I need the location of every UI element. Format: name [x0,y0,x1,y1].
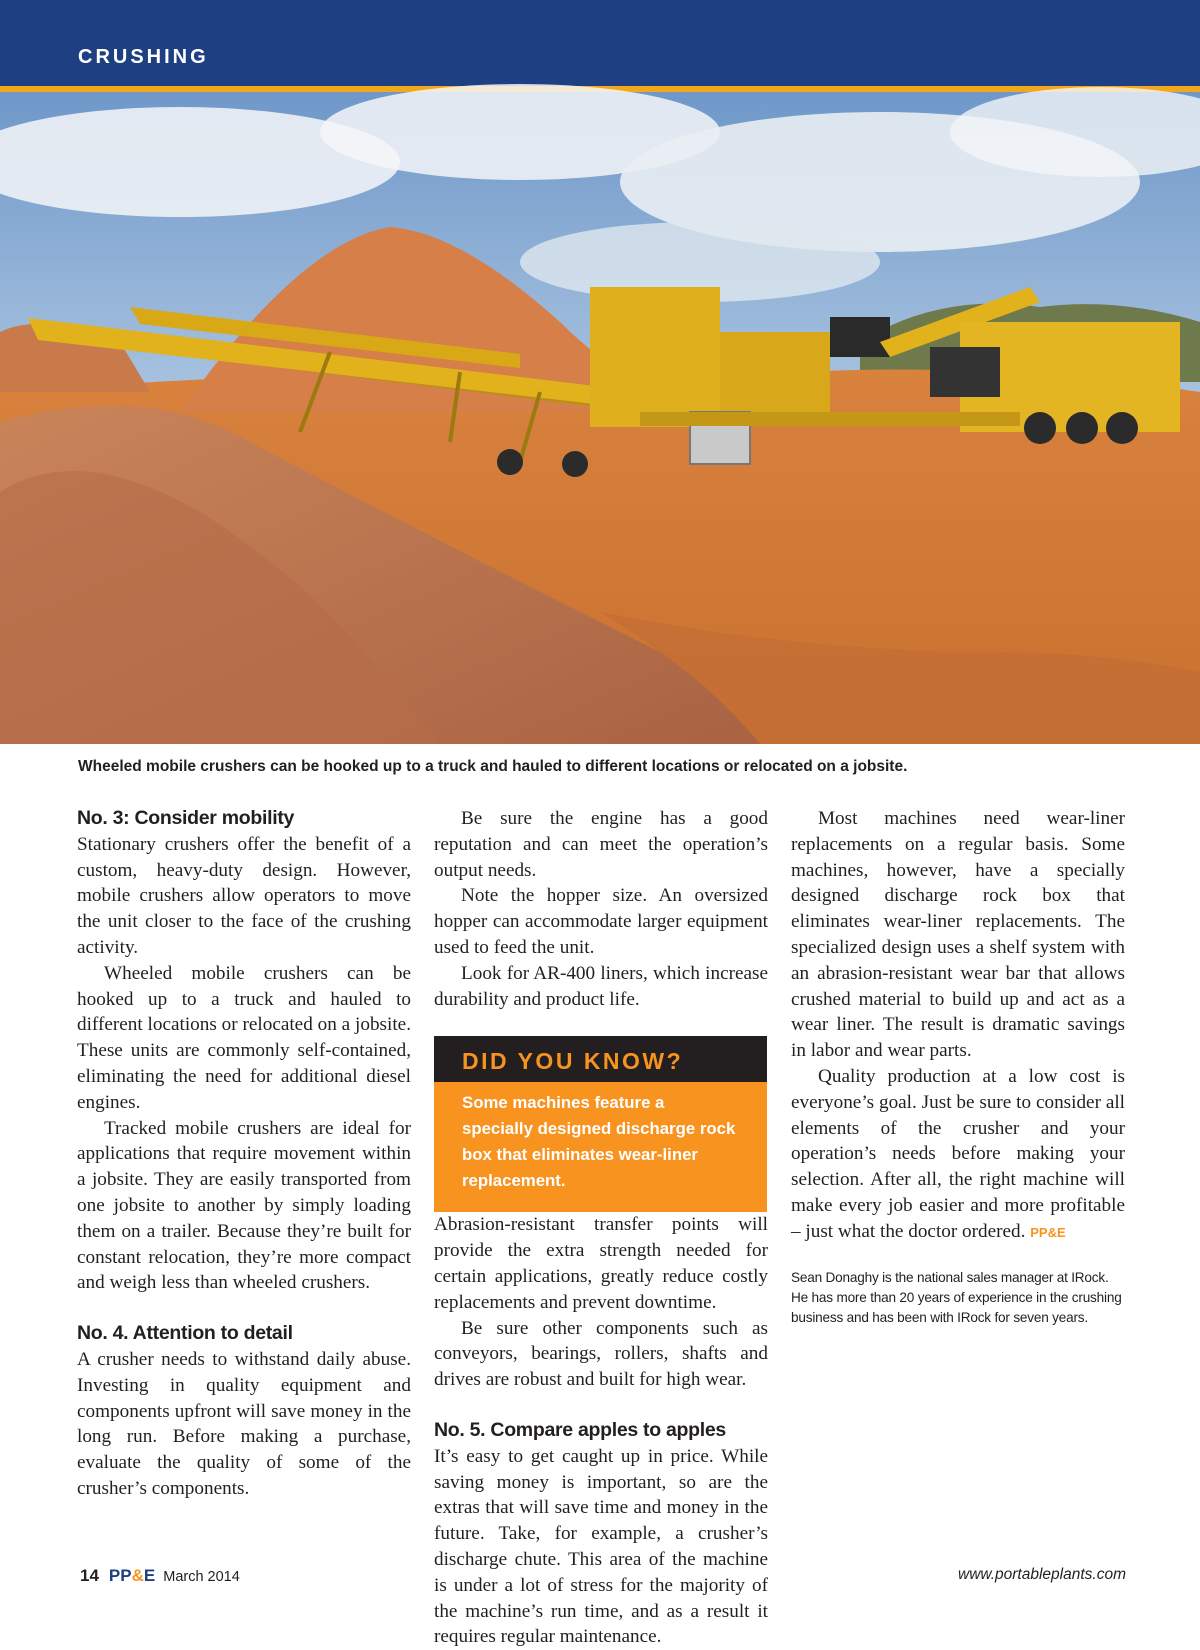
paragraph: Look for AR-400 liners, which increase durability and product life. [434,962,768,1010]
footer-url: www.portableplants.com [958,1566,1126,1583]
paragraph: Be sure other components such as conveyors, bearings, rollers, shafts and drives are robust and built for high wear. [434,1317,768,1391]
column-3 [791,806,1125,1328]
paragraph: It’s easy to get caught up in price. While saving money is important, so are the extras that will save time and money in the future. Take, for example, a crusher’s discharge chute. This area of the machine is under a lot of stress for the majority of the machine’s run time, and as a result it requires regular maintenance. [434,1445,768,1648]
paragraph: Note the hopper size. An oversized hopper can accommodate larger equipment used to feed the unit. [434,885,768,958]
paragraph: Tracked mobile crushers are ideal for applications that require movement within a jobsite. They are easily transported from one jobsite to another by simply loading them on a trailer. Because they’re built for constant relocation, they’re more compact and weigh less than wheeled crushers. [77,1117,411,1294]
callout-body: Some machines feature a specially designed discharge rock box that eliminates wear-liner replacement. [434,1082,767,1212]
paragraph-text: Quality production at a low cost is everyone’s goal. Just be sure to consider all elements of the crusher and your operation’s needs before making your selection. After all, the right machine will make every job easier and more profitable – just what the doctor ordered. [791,1065,1125,1242]
paragraph: Be sure the engine has a good reputation and can meet the operation’s output needs. [434,808,768,881]
page-number: 14 [80,1566,99,1585]
bio-line: He has more than 20 years of experience in the crushing business and has been with IRock for seven years. [791,1289,1122,1325]
did-you-know-callout [434,1036,767,1212]
heading-no5: No. 5. Compare apples to apples [434,1418,726,1441]
column-2 [434,806,768,1650]
photo-caption: Wheeled mobile crushers can be hooked up to a truck and hauled to different locations or relocated on a jobsite. [78,758,908,775]
section-label: CRUSHING [78,46,209,68]
paragraph [791,1064,1125,1246]
heading-no4: No. 4. Attention to detail [77,1322,293,1345]
heading-no3: No. 3: Consider mobility [77,807,295,829]
paragraph: Most machines need wear-liner replacements on a regular basis. Some machines, however, have a specially designed discharge rock box that eliminates wear-liner replacements. The specialized design uses a shelf system with an abrasion-resistant wear bar that allows crushed material to build up and act as a wear liner. The result is dramatic savings in labor and wear parts. [791,808,1125,1062]
paragraph: A crusher needs to withstand daily abuse. Investing in quality equipment and components upfront will save money in the long run. Before making a purchase, evaluate the quality of some of the crusher’s components. [77,1348,411,1499]
column-1 [77,806,411,1502]
bio-line: Sean Donaghy is the national sales manager at IRock. [791,1269,1109,1285]
callout-title: DID YOU KNOW? [434,1036,767,1082]
pub-name-amp: & [131,1566,144,1585]
paragraph: Stationary crushers offer the benefit of a custom, heavy-duty design. However, mobile crushers allow operators to move the unit closer to the face of the crushing activity. [77,833,411,958]
paragraph: Wheeled mobile crushers can be hooked up to a truck and hauled to different locations or relocated on a jobsite. These units are commonly self-contained, eliminating the need for additional diesel engines. [77,962,411,1113]
issue-date: March 2014 [163,1569,240,1585]
end-mark: PP&E [1030,1224,1066,1240]
paragraph: Abrasion-resistant transfer points will provide the extra strength needed for certain applications, greatly reduce costly replacements and prevent downtime. [434,1214,768,1313]
pub-name-b: E [143,1566,156,1585]
footer-left [80,1566,240,1586]
header-band [0,0,1200,86]
author-bio [791,1268,1125,1328]
pub-name-a: PP [108,1566,132,1585]
crusher-photo [0,92,1200,744]
